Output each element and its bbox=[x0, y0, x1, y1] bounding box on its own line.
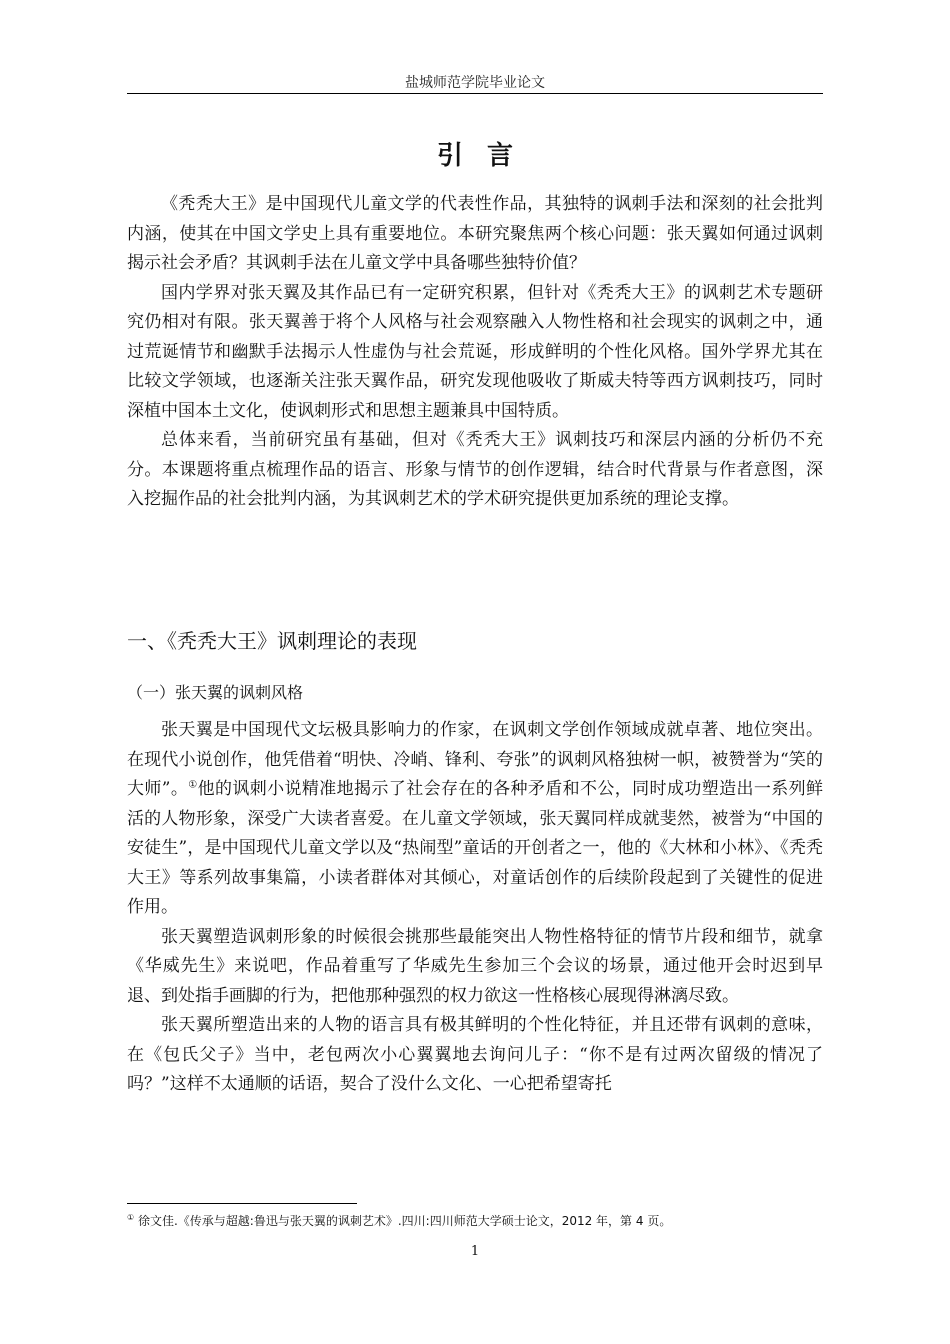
body-paragraph-3: 张天翼所塑造出来的人物的语言具有极其鲜明的个性化特征，并且还带有讽刺的意味，在《包氏父子》当中，老包两次小心翼翼地去询问儿子：“你不是有过两次留级的情况了吗？”这样不太通顺的话语，契合了没什么文化、一心把希望寄托 bbox=[127, 1015, 823, 1094]
section-title-introduction: 引言 bbox=[436, 141, 537, 171]
intro-paragraph-2: 国内学界对张天翼及其作品已有一定研究积累，但针对《秃秃大王》的讽刺艺术专题研究仍相对有限。张天翼善于将个人风格与社会观察融入人物性格和社会现实的讽刺之中，通过荒诞情节和幽默手法揭示人性虚伪与社会荒诞，形成鲜明的个性化风格。国外学界尤其在比较文学领域，也逐渐关注张天翼作品，研究发现他吸收了斯威夫特等西方讽刺技巧，同时深植中国本土文化，使讽刺形式和思想主题兼具中国特质。 bbox=[127, 282, 823, 421]
chapter-heading: 一、《秃秃大王》讽刺理论的表现 bbox=[127, 629, 417, 653]
footnote-text: 徐文佳.《传承与超越:鲁迅与张天翼的讽刺艺术》.四川:四川师范大学硕士论文，2012 年，第 4 页。 bbox=[134, 1214, 672, 1228]
footnote-reference[interactable]: ① bbox=[188, 779, 198, 791]
footnote-separator bbox=[127, 1203, 357, 1204]
paragraph-text: 张天翼是中国现代文坛极具影响力的作家，在讽刺文学创作领域成就卓著、地位突出。在现代小说创作，他凭借着“明快、冷峭、锋利、夸张”的讽刺风格独树一帜，被赞誉为“笑的大师”。 bbox=[127, 720, 823, 799]
page-number: 1 bbox=[470, 1244, 480, 1259]
intro-paragraph-1: 《秃秃大王》是中国现代儿童文学的代表性作品，其独特的讽刺手法和深刻的社会批判内涵，使其在中国文学史上具有重要地位。本研究聚焦两个核心问题：张天翼如何通过讽刺揭示社会矛盾？其讽刺手法在儿童文学中具备哪些独特价值？ bbox=[127, 194, 823, 273]
running-header: 盐城师范学院毕业论文 bbox=[405, 75, 545, 91]
subsection-heading: （一）张天翼的讽刺风格 bbox=[127, 683, 304, 702]
intro-paragraph-3: 总体来看，当前研究虽有基础，但对《秃秃大王》讽刺技巧和深层内涵的分析仍不充分。本课题将重点梳理作品的语言、形象与情节的创作逻辑，结合时代背景与作者意图，深入挖掘作品的社会批判内涵，为其讽刺艺术的学术研究提供更加系统的理论支撑。 bbox=[127, 430, 823, 509]
footnote-mark: ① bbox=[127, 1213, 135, 1222]
body-paragraph-2: 张天翼塑造讽刺形象的时候很会挑那些最能突出人物性格特征的情节片段和细节，就拿《华威先生》来说吧，作品着重写了华威先生参加三个会议的场景，通过他开会时迟到早退、到处指手画脚的行为，把他那种强烈的权力欲这一性格核心展现得淋漓尽致。 bbox=[127, 926, 823, 1006]
paragraph-text: 他的讽刺小说精准地揭示了社会存在的各种矛盾和不公，同时成功塑造出一系列鲜活的人物形象，深受广大读者喜爱。在儿童文学领域，张天翼同样成就斐然，被誉为“中国的安徒生”，是中国现代儿童文学以及“热闹型”童话的开创者之一，他的《大林和小林》、《秃秃大王》等系列故事集篇，小读者群体对其倾心，对童话创作的后续阶段起到了关键性的促进作用。 bbox=[127, 779, 824, 917]
footnote bbox=[127, 1212, 827, 1230]
section-body bbox=[127, 716, 823, 1100]
header-rule bbox=[127, 93, 823, 94]
introduction-body bbox=[127, 190, 823, 515]
body-paragraph-1 bbox=[127, 716, 823, 923]
